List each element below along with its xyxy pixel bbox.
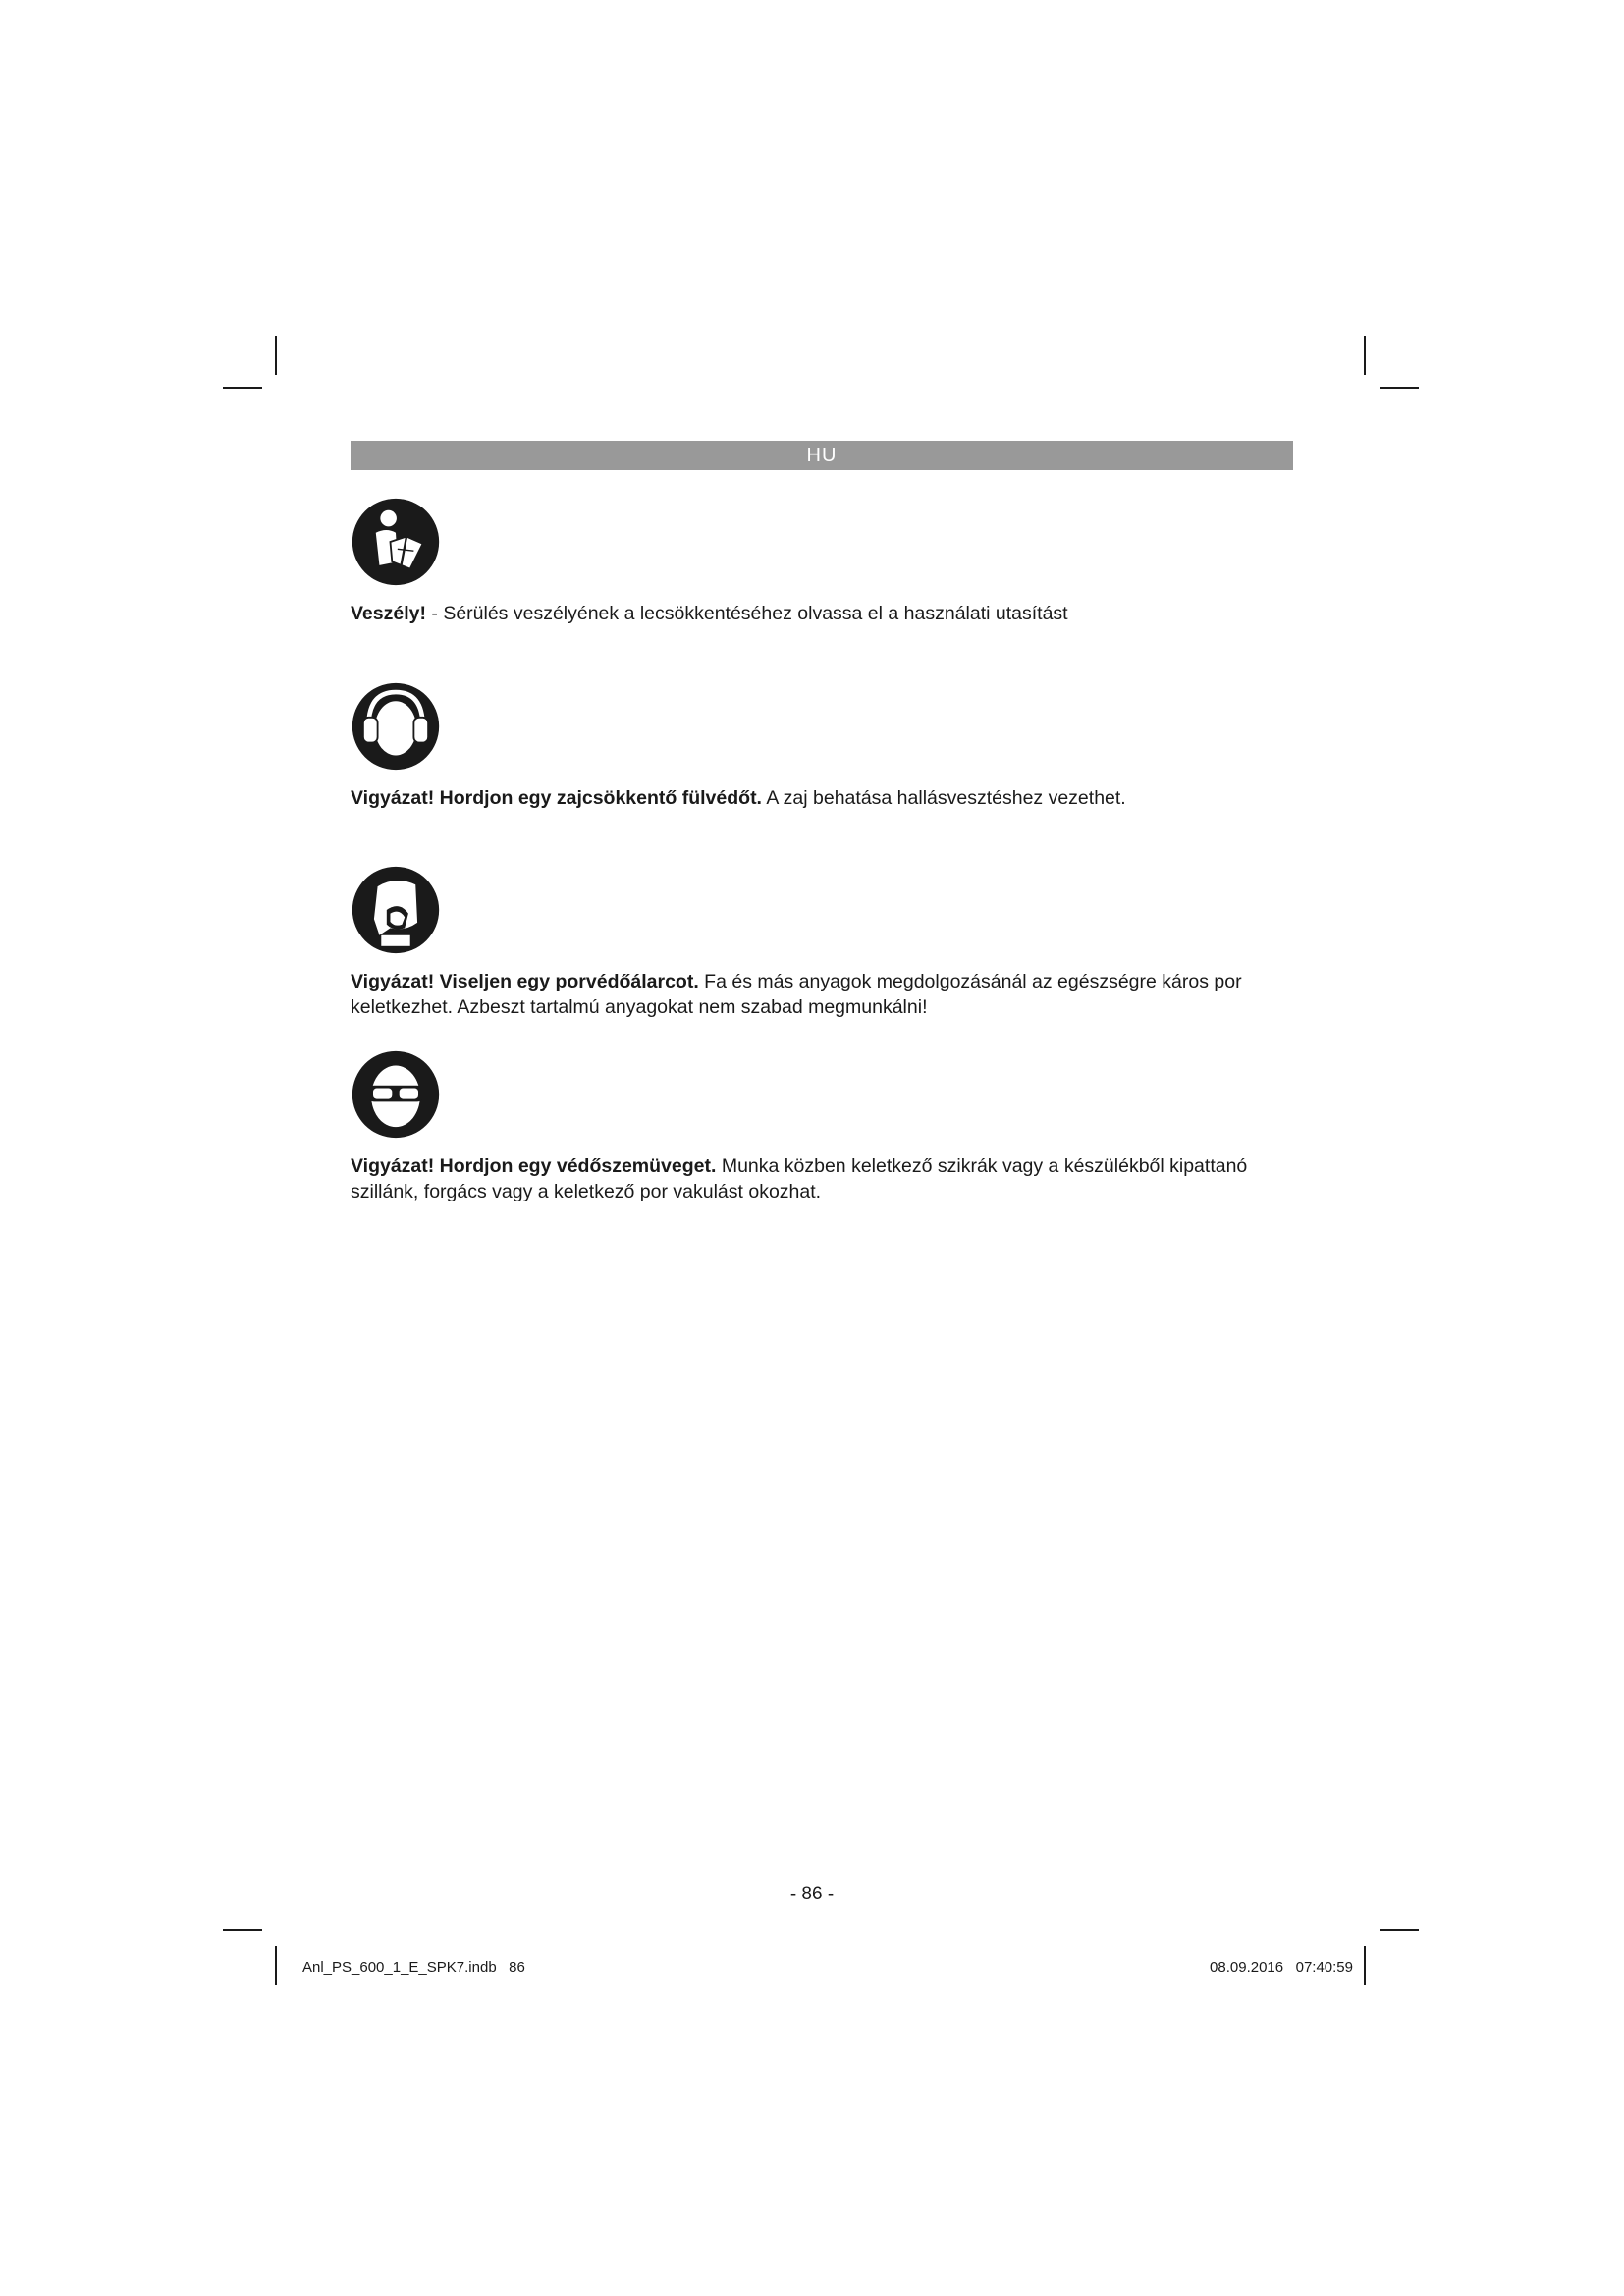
page-number: - 86 - xyxy=(789,1884,835,1904)
ear-protection-icon xyxy=(351,681,441,772)
warning-body: A zaj behatása hallásvesztéshez vezethet. xyxy=(761,787,1126,809)
warning-label: Vigyázat! Hordjon egy védőszemüveget. xyxy=(351,1155,717,1177)
warning-body: - Sérülés veszélyének a lecsökkentéséhez olvassa el a használati utasítást xyxy=(425,603,1068,624)
read-manual-icon xyxy=(351,497,441,587)
warning-label: Vigyázat! Hordjon egy zajcsökkentő fülvédőt. xyxy=(351,787,762,809)
warning-read-manual xyxy=(351,497,1293,626)
warning-ear-protection xyxy=(351,681,1293,811)
warning-text xyxy=(351,601,1293,626)
warning-body: Fa és más anyagok megdolgozásánál az egészségre káros por keletkezhet. Azbeszt tartalmú anyagokat nem szabad megmunkálni! xyxy=(351,971,1242,1018)
language-code: HU xyxy=(806,445,838,466)
crop-mark xyxy=(1380,1929,1419,1931)
footer-file-info: Anl_PS_600_1_E_SPK7.indb 86 xyxy=(302,1959,525,1976)
warning-body: Munka közben keletkező szikrák vagy a készülékből kipattanó szillánk, forgács vagy a keletkező por vakulást okozhat. xyxy=(351,1155,1248,1202)
crop-mark xyxy=(223,1929,262,1931)
warning-dust-mask xyxy=(351,865,1293,1020)
warning-text xyxy=(351,1153,1293,1204)
language-header-bar xyxy=(351,441,1293,470)
safety-goggles-icon xyxy=(351,1049,441,1140)
footer-datetime: 08.09.2016 07:40:59 xyxy=(1210,1959,1353,1976)
dust-mask-icon xyxy=(351,865,441,955)
warning-label: Veszély! xyxy=(351,603,426,624)
crop-mark xyxy=(275,336,277,375)
crop-mark xyxy=(275,1946,277,1985)
warning-text xyxy=(351,785,1293,811)
crop-mark xyxy=(223,387,262,389)
warning-label: Vigyázat! Viseljen egy porvédőálarcot. xyxy=(351,971,699,992)
warning-text xyxy=(351,969,1293,1020)
crop-mark xyxy=(1364,1946,1366,1985)
crop-mark xyxy=(1364,336,1366,375)
warning-safety-goggles xyxy=(351,1049,1293,1204)
crop-mark xyxy=(1380,387,1419,389)
